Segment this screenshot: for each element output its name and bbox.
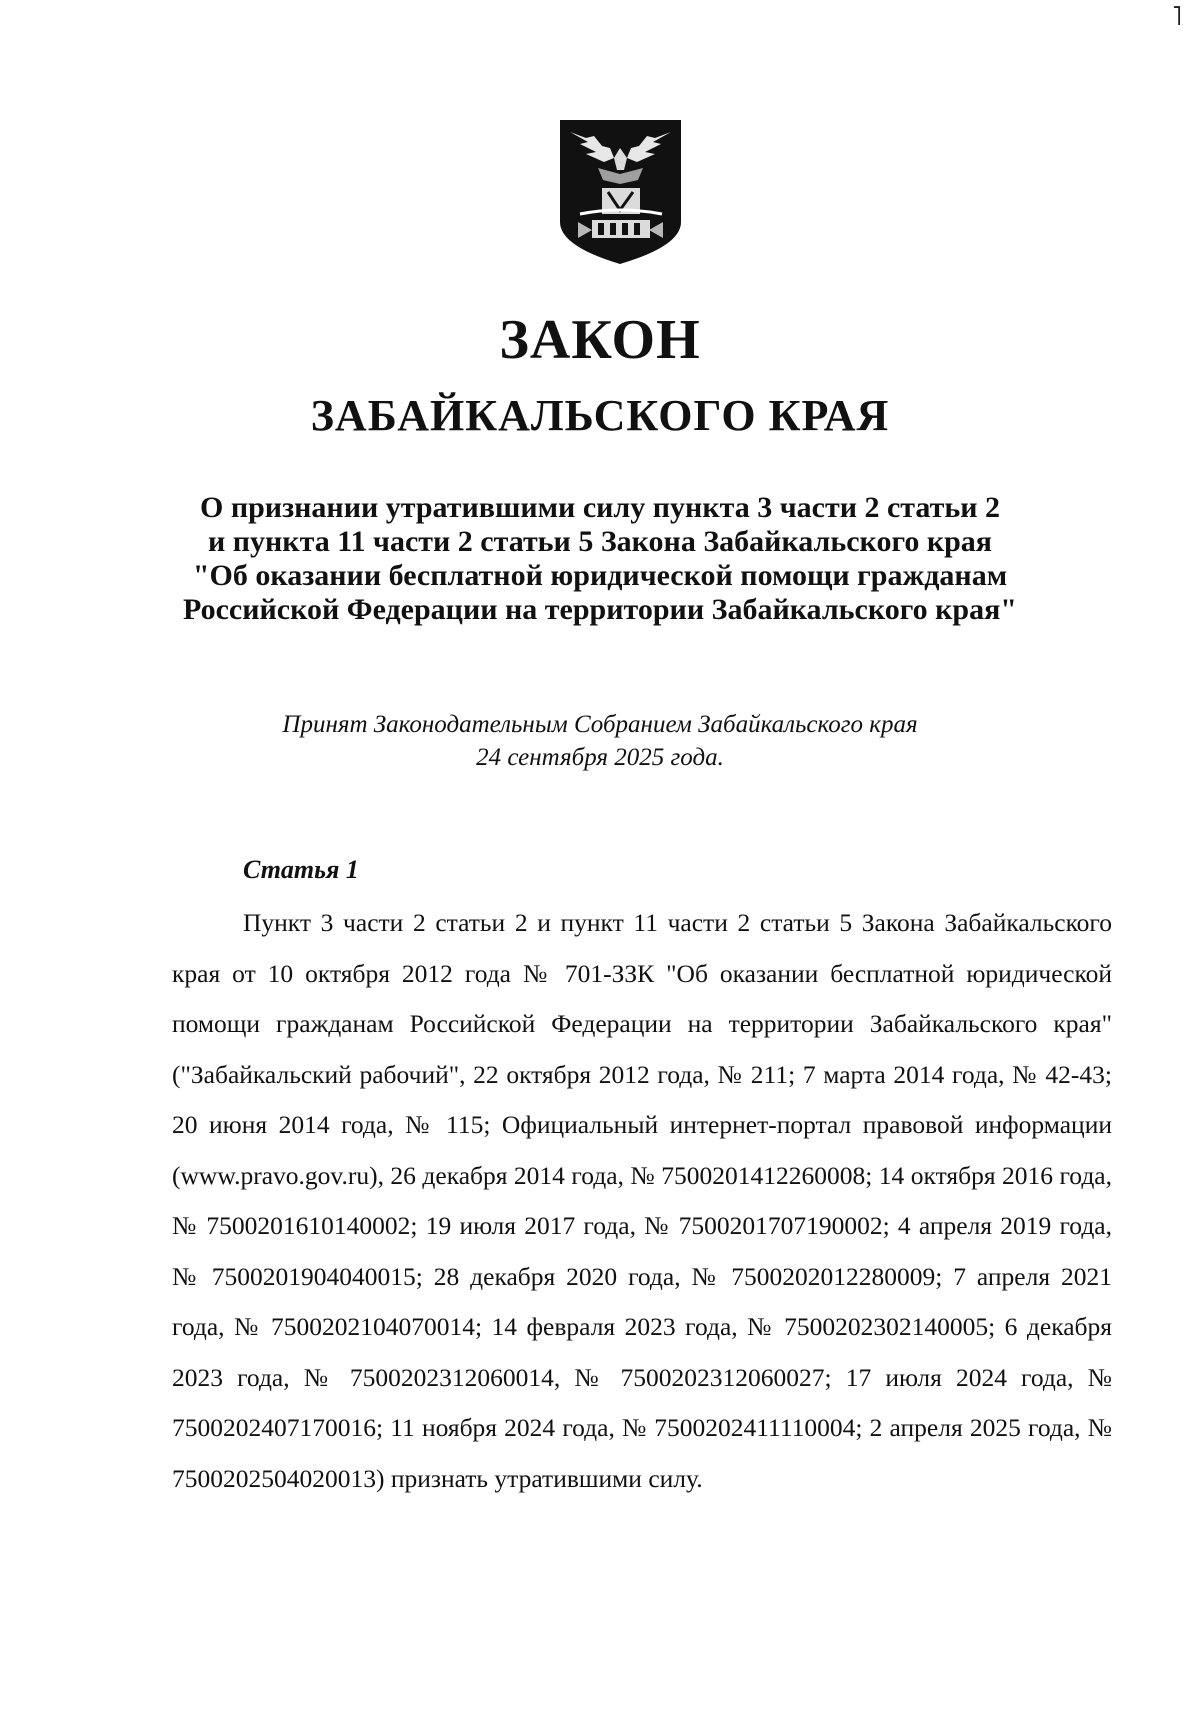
article-heading: Статья 1 — [243, 855, 359, 884]
coat-of-arms-icon — [558, 118, 683, 266]
corner-mark: ˥ — [1172, 2, 1182, 31]
adoption-body: Принят Законодательным Собранием Забайкальского края — [282, 711, 918, 738]
subject-line: О признании утратившими силу пункта 3 части 2 статьи 2 — [199, 491, 1001, 524]
law-region-title: ЗАБАЙКАЛЬСКОГО КРАЯ — [310, 391, 890, 440]
law-title: ЗАКОН — [499, 309, 701, 371]
subject-line: и пункта 11 части 2 статьи 5 Закона Забайкальского края — [207, 525, 993, 558]
adoption-date: 24 сентября 2025 года. — [476, 744, 724, 771]
law-subject — [100, 491, 1100, 627]
article-text: Пункт 3 части 2 статьи 2 и пункт 11 части 2 статьи 5 Закона Забайкальского края от 10 октября 2012 года № 701-ЗЗК "Об оказании бесплатной юридической помощи гражданам Российской Федерации на территории Забайкальского края" ("Забайкальский рабочий", 22 октября 2012 года, № 211; 7 марта 2014 года, № 42-43; 20 июня 2014 года, № 115; Официальный интернет-портал правовой информации (www.pravo.gov.ru), 26 декабря 2014 года, № 7500201412260008; 14 октября 2016 года, № 7500201610140002; 19 июля 2017 года, № 7500201707190002; 4 апреля 2019 года, № 7500201904040015; 28 декабря 2020 года, № 7500202012280009; 7 апреля 2021 года, № 7500202104070014; 14 февраля 2023 года, № 7500202302140005; 6 декабря 2023 года, № 7500202312060014, № 7500202312060027; 17 июля 2024 года, № 7500202407170016; 11 ноября 2024 года, № 7500202411110004; 2 апреля 2025 года, № 7500202504020013) признать утратившими силу. — [172, 908, 1112, 1493]
adoption-note — [100, 708, 1100, 774]
subject-line: Российской Федерации на территории Забайкальского края" — [183, 593, 1017, 626]
subject-line: "Об оказании бесплатной юридической помощи гражданам — [192, 559, 1008, 592]
